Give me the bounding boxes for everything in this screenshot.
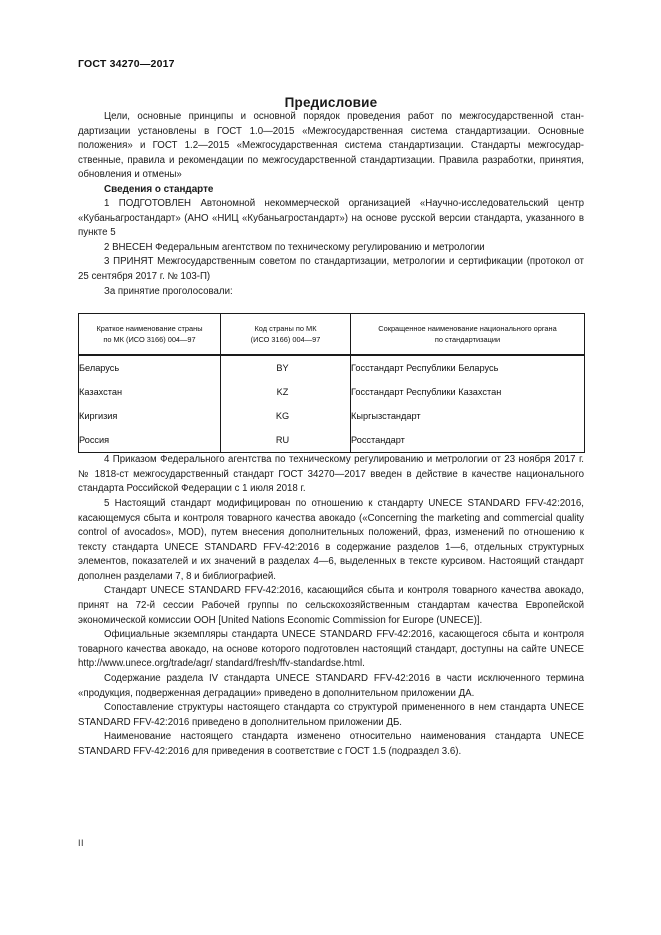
clause-4-order-enacted: 4 Приказом Федерального агентства по техническому регулированию и метрологии от 23 ноября 2017 г. № 1818-ст межгосударственный стандарт ГОСТ 34270—2017 введен в действие в качестве национального стандарта Российской Федерации с 1 июля 2018 г. — [78, 454, 584, 495]
vote-intro-text: За принятие проголосовали: — [104, 285, 233, 297]
clause-5-paragraph-4: Содержание раздела IV стандарта UNECE STANDARD FFV-42:2016 в части исключенного термина «продукция, подверженная деградации» приведено в дополнительном приложении ДА. — [78, 673, 584, 699]
table-row — [79, 428, 585, 453]
column-header-body-line2: по стандартизации — [434, 335, 501, 345]
column-header-code-line1: Код страны по МК — [254, 324, 317, 334]
clause-5-paragraph-3: Официальные экземпляры стандарта UNECE STANDARD FFV-42:2016, касающегося сбыта и контроля товарного качества авокадо, на основе которого подготовлен настоящий стандарт, доступны на сайте UNECE http://www.unece.org/trade/agr/ standard/fresh/ffv-standardse.html. — [78, 629, 584, 670]
table-row — [79, 355, 585, 380]
cell-country: Казахстан — [79, 380, 221, 404]
column-header-body-line1: Сокращенное наименование национального органа — [378, 324, 557, 334]
clause-5-modified-standard: 5 Настоящий стандарт модифицирован по отношению к стандарту UNECE STANDARD FFV-42:2016, касающемуся сбыта и контроля товарного качества авокадо («Concerning the marketing and commercial quality control of avocados», MOD), путем внесения дополнительных положений, фраз, изменений по отношению к тексту стандарта UNECE STANDARD FFV-42:2016 в содержание разделов 1—6, отдельных структурных элементов, показателей и их значений в разделах 4—6, выделенных в тексте курсивом. Настоящий стандарт дополнен разделами 7, 8 и библиографией. — [78, 497, 584, 582]
section-heading-about-standard: Сведения о стандарте — [104, 183, 214, 195]
clause-5-paragraph-5: Сопоставление структуры настоящего стандарта со структурой примененного в нем стандарта UNECE STANDARD FFV-42:2016 приведено в дополнительном приложении ДБ. — [78, 702, 584, 728]
cell-code: RU — [221, 428, 351, 453]
cell-code: KG — [221, 404, 351, 428]
clause-5-paragraph-2: Стандарт UNECE STANDARD FFV-42:2016, касающийся сбыта и контроля товарного качества авокадо, принят на 72-й сессии Рабочей группы по сельскохозяйственным стандартам качества Европейской экономической комиссии ООН [United Nations Economic Commission for Europe (UNECE)]. — [78, 585, 584, 626]
clause-1-prepared-by: 1 ПОДГОТОВЛЕН Автономной некоммерческой организацией «Научно-исследовательский центр «Кубаньагростандарт» (АНО «НИЦ «Кубаньагростандарт») на основе русской версии стандарта, указанного в пункте 5 — [78, 197, 584, 239]
column-header-body — [351, 314, 585, 356]
standard-reference-header: ГОСТ 34270—2017 — [78, 58, 175, 70]
page-title: Предисловие — [284, 95, 378, 110]
page-number: II — [78, 838, 85, 848]
cell-country: Беларусь — [79, 355, 221, 380]
table-row — [79, 380, 585, 404]
cell-body: Кыргызстандарт — [351, 411, 421, 422]
cell-body: Госстандарт Республики Казахстан — [351, 387, 502, 398]
cell-code: BY — [221, 355, 351, 380]
page-content — [78, 0, 584, 760]
clause-5-paragraph-6: Наименование настоящего стандарта изменено относительно наименования стандарта UNECE STANDARD FFV-42:2016 для приведения в соответствие с ГОСТ 1.5 (подраздел 3.6). — [78, 731, 584, 757]
intro-paragraph: Цели, основные принципы и основной порядок проведения работ по межгосударственной стандартизации установлены в ГОСТ 1.0—2015 «Межгосударственная система стандартизации. Основные положения» и ГОСТ 1.2—2015 «Межгосударственная система стандартизации. Стандарты межгосударственные, правила и рекомендации по межгосударственной стандартизации. Правила разработки, принятия, обновления и отмены» — [78, 111, 584, 181]
cell-body: Госстандарт Республики Беларусь — [351, 363, 499, 374]
table-header-row — [79, 314, 585, 356]
clause-3-adopted-by: 3 ПРИНЯТ Межгосударственным советом по стандартизации, метрологии и сертификации (протокол от 25 сентября 2017 г. № 103-П) — [78, 256, 584, 282]
clause-2-submitted-by: 2 ВНЕСЕН Федеральным агентством по техническому регулированию и метрологии — [104, 241, 485, 253]
column-header-country-line2: по МК (ИСО 3166) 004—97 — [103, 335, 196, 345]
column-header-code — [221, 314, 351, 356]
cell-country: Россия — [79, 428, 221, 453]
cell-code: KZ — [221, 380, 351, 404]
column-header-country-line1: Краткое наименование страны — [96, 324, 203, 334]
column-header-code-line2: (ИСО 3166) 004—97 — [250, 335, 321, 345]
voting-countries-table — [78, 313, 585, 453]
cell-body: Росстандарт — [351, 435, 405, 446]
column-header-country — [79, 314, 221, 356]
cell-country: Киргизия — [79, 404, 221, 428]
table-row — [79, 404, 585, 428]
